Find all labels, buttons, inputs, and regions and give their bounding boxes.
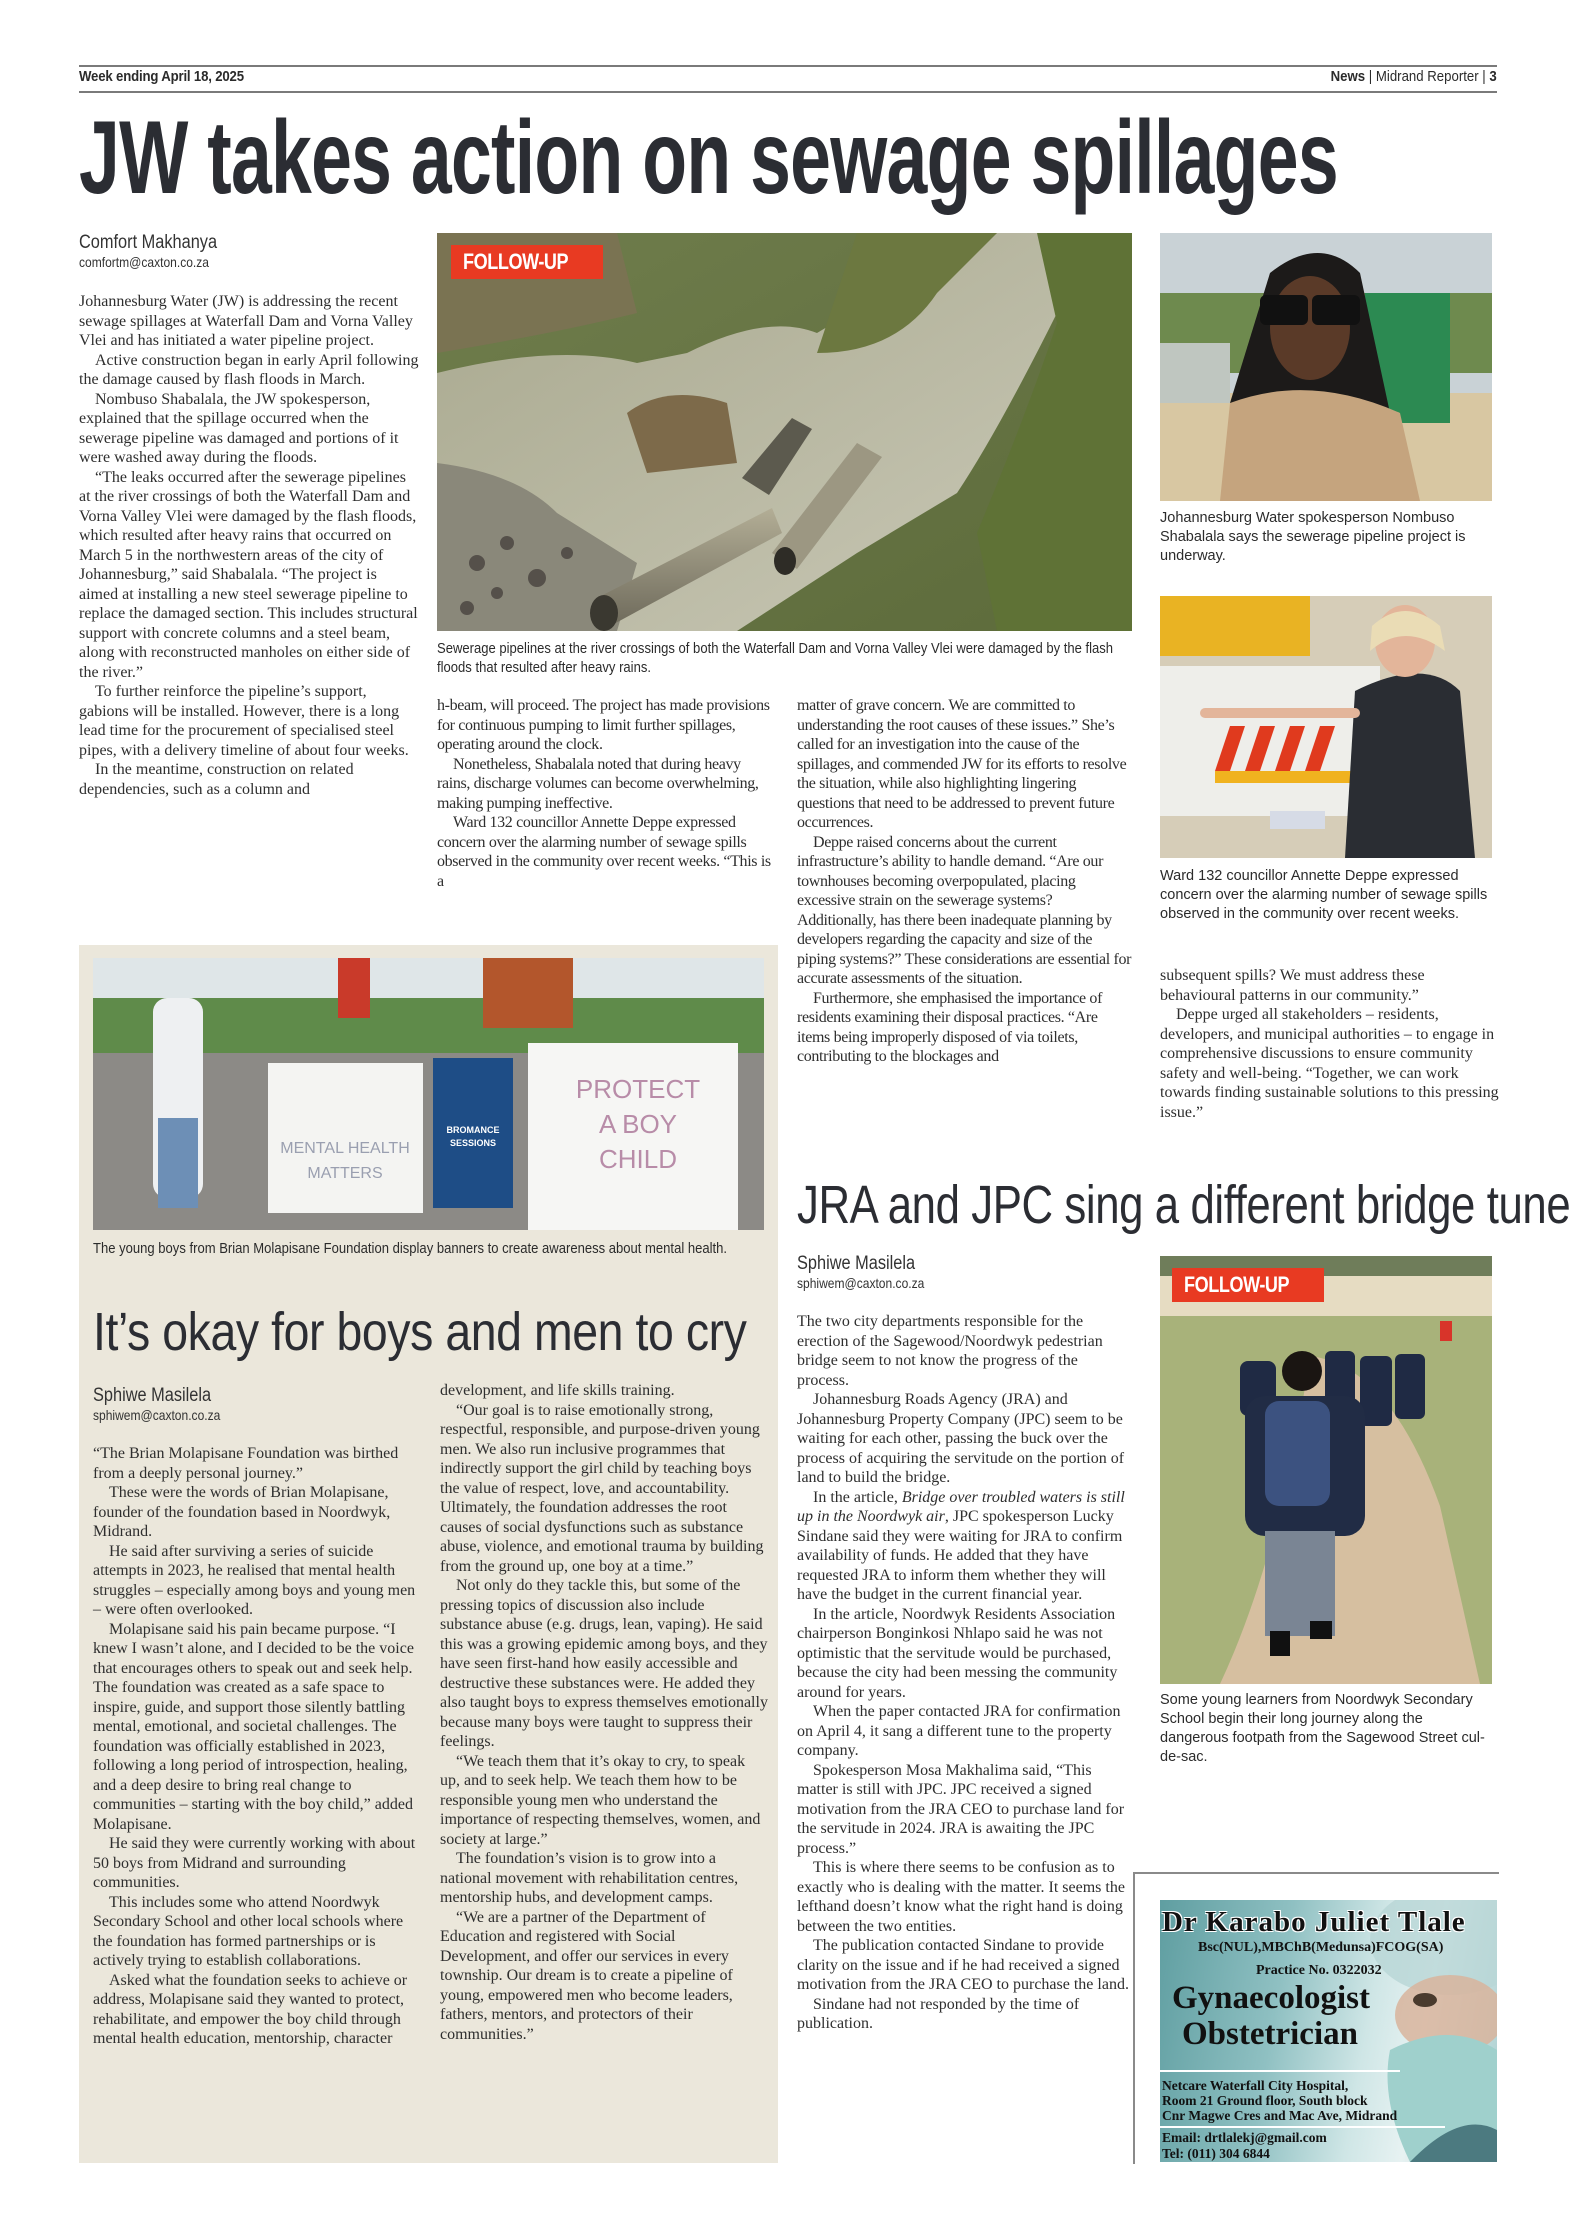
advert-divider bbox=[1160, 2070, 1400, 2072]
paragraph: “The leaks occurred after the sewerage pipelines at the river crossings of both the Waterfall Dam and Vorna Valley Vlei were damaged by the flash floods, which resulted after heavy rains that occurred on March 5 in the northwestern areas of the city of Johannesburg,” said Shabalala. “The project is aimed at installing a new steel sewerage pipeline to replace the damaged section. This includes structural support with concrete columns and a steel beam, along with reconstructed manholes on either side of the river.” bbox=[79, 468, 418, 681]
doctor-phone[interactable]: Tel: (011) 304 6844 bbox=[1162, 2146, 1270, 2161]
paragraph: matter of grave concern. We are committed to understanding the root causes of these issues.” She’s called for an investigation into the cause of the spillages, and commended JW for its efforts to resolve the situation, while also highlighting lingering questions that need to be addressed to prevent future occurrences. bbox=[797, 697, 1127, 831]
paragraph: Asked what the foundation seeks to achieve or address, Molapisane said they wanted to protect, rehabilitate, and empower the boy child through mental health education, mentorship, character bbox=[93, 1971, 408, 2047]
paragraph: Deppe raised concerns about the current infrastructure’s ability to handle demand. “Are our townhouses becoming overpopulated, placing excessive strain on the sewerage systems? Additionally, has there been inadequate planning by developers regarding the capacity and size of the piping systems?” These considerations are essential for accurate assessments of the situation. bbox=[797, 833, 1132, 987]
specialty-obstetrician: Obstetrician bbox=[1182, 2016, 1358, 2052]
advert-frame-top bbox=[1133, 1872, 1499, 1874]
referenced-article-title: Bridge over troubled waters is still up in the Noordwyk air bbox=[797, 1488, 1125, 1525]
paragraph: Johannesburg Water (JW) is addressing the recent sewage spillages at Waterfall Dam and Vorna Valley Vlei and has initiated a water pipeline project. bbox=[79, 293, 413, 349]
paragraph-with-article-reference bbox=[797, 1488, 1132, 1605]
paragraph: The foundation’s vision is to grow into a national movement with rehabilitation centres, mentorship hubs, and development camps. bbox=[440, 1850, 739, 1906]
page-number: 3 bbox=[1489, 68, 1497, 85]
practice-number: Practice No. 0322032 bbox=[1256, 1963, 1382, 1978]
boys-story-headline: It’s okay for boys and men to cry bbox=[93, 1302, 747, 1362]
page-folio bbox=[1331, 68, 1497, 85]
bridge-story-headline: JRA and JPC sing a different bridge tune bbox=[797, 1175, 1571, 1235]
paragraph: Active construction began in early April following the damage caused by flash floods in March. bbox=[79, 351, 419, 388]
paragraph: The two city departments responsible for the erection of the Sagewood/Noordwyk pedestrian bridge seem to not know the progress of the process. bbox=[797, 1313, 1103, 1389]
header-bottom-rule bbox=[79, 91, 1497, 93]
hospital-address-line-1: Netcare Waterfall City Hospital, bbox=[1162, 2078, 1349, 2093]
specialty-gynaecologist: Gynaecologist bbox=[1172, 1980, 1370, 2016]
paragraph: These were the words of Brian Molapisane, founder of the foundation based in Noordwyk, Midrand. bbox=[93, 1484, 391, 1540]
paragraph: Johannesburg Roads Agency (JRA) and Johannesburg Property Company (JPC) seem to be waiting for each other, passing the buck over the process of acquiring the servitude on the portion of land to build the bridge. bbox=[797, 1391, 1125, 1486]
svg-text:MENTAL HEALTH: MENTAL HEALTH bbox=[280, 1140, 410, 1157]
paragraph: Nonetheless, Shabalala noted that during heavy rains, discharge volumes can become overwhelming, making pumping ineffective. bbox=[437, 755, 759, 812]
spokesperson-portrait-image bbox=[1160, 233, 1492, 501]
hospital-address-line-3: Cnr Magwe Cres and Mac Ave, Midrand bbox=[1162, 2108, 1398, 2123]
paragraph: He said they were currently working with about 50 boys from Midrand and surrounding communities. bbox=[93, 1835, 416, 1891]
shabalala-photo-caption: Johannesburg Water spokesperson Nombuso Shabalala says the sewerage pipeline project is underway. bbox=[1160, 510, 1466, 564]
learners-photo-caption: Some young learners from Noordwyk Secondary School begin their long journey along the dangerous footpath from the Sagewood Street cul-de-sac. bbox=[1160, 1692, 1485, 1765]
bridge-story-column bbox=[797, 1312, 1132, 2034]
doctor-email[interactable]: Email: drtlalekj@gmail.com bbox=[1162, 2130, 1327, 2145]
paragraph: When the paper contacted JRA for confirmation on April 4, it sang a different tune to the property company. bbox=[797, 1703, 1121, 1759]
main-story-column-2 bbox=[437, 696, 772, 891]
svg-text:CHILD: CHILD bbox=[598, 1144, 678, 1174]
follow-up-badge bbox=[451, 245, 603, 279]
follow-up-badge-label: FOLLOW-UP bbox=[1184, 1272, 1290, 1297]
paragraph-text: In the article, bbox=[813, 1488, 902, 1506]
author-email[interactable]: comfortm@caxton.co.za bbox=[79, 254, 209, 270]
doctor-advert[interactable] bbox=[1160, 1900, 1497, 2162]
main-byline bbox=[79, 232, 409, 271]
svg-text:SESSIONS: SESSIONS bbox=[449, 1138, 497, 1148]
paragraph: Ward 132 councillor Annette Deppe expressed concern over the alarming number of sewage spills observed in the community over recent weeks. “This is a bbox=[437, 814, 771, 890]
boys-with-banners-image bbox=[93, 958, 764, 1230]
paragraph: This includes some who attend Noordwyk Secondary School and other local schools where the foundation has formed partnerships or is actively trying to establish collaborations. bbox=[93, 1893, 404, 1969]
learners-walking-image bbox=[1160, 1256, 1492, 1684]
paragraph: “Our goal is to raise emotionally strong, respectful, responsible, and purpose-driven young men. We also run inclusive programmes that indirectly support the girl child by teaching boys the value of respect, love, and accountability. Ultimately, the foundation addresses the root causes of social dysfunctions such as substance abuse, violence, and emotional trauma by building from the ground up, one boy at a time.” bbox=[440, 1401, 764, 1575]
paragraph: Spokesperson Mosa Makhalima said, “This matter is still with JPC. JPC received a signed motivation from the JRA CEO to purchase land for the servitude in 2024. JRA is awaiting the JPC process.” bbox=[797, 1761, 1125, 1857]
bridge-byline bbox=[797, 1253, 1117, 1292]
paragraph: In the article, Noordwyk Residents Association chairperson Bonginkosi Nhlapo said he was not optimistic that the servitude would be purchased, because the city had been messing the community around for years. bbox=[797, 1605, 1118, 1701]
paragraph: “We are a partner of the Department of Education and registered with Social Development, and offer our services in every township. Our dream is to create a pipeline of young, empowered men who become leaders, fathers, mentors, and protectors of their communities.” bbox=[440, 1908, 733, 2043]
paragraph: h-beam, will proceed. The project has made provisions for continuous pumping to limit further spillages, operating around the clock. bbox=[437, 697, 770, 753]
paragraph: “The Brian Molapisane Foundation was birthed from a deeply personal journey.” bbox=[93, 1445, 399, 1482]
header-top-rule bbox=[79, 65, 1497, 67]
svg-text:PROTECT: PROTECT bbox=[575, 1074, 701, 1104]
main-story-column-1 bbox=[79, 292, 419, 799]
foundation-banners-photo bbox=[93, 958, 764, 1230]
river-photo-caption: Sewerage pipelines at the river crossings of both the Waterfall Dam and Vorna Valley Vlei were damaged by the flash floods that resulted after heavy rains. bbox=[437, 641, 1114, 676]
deppe-portrait-photo bbox=[1160, 596, 1492, 858]
hospital-address-line-2: Room 21 Ground floor, South block bbox=[1162, 2093, 1368, 2108]
publication-name: Midrand Reporter bbox=[1376, 68, 1479, 85]
paragraph: The publication contacted Sindane to provide clarity on the issue and if he had received a signed motivation from the JRA CEO to purchase the land. bbox=[797, 1937, 1129, 1993]
follow-up-badge bbox=[1172, 1268, 1324, 1302]
author-name: Sphiwe Masilela bbox=[797, 1253, 916, 1274]
paragraph: Nombuso Shabalala, the JW spokesperson, explained that the spillage occurred when the sewerage pipeline was damaged and portions of it were washed away during the floods. bbox=[79, 390, 399, 466]
paragraph: To further reinforce the pipeline’s support, gabions will be installed. However, there is a long lead time for the procurement of specialised steel pipes, with a delivery timeline of about four weeks. bbox=[79, 683, 409, 759]
boys-byline bbox=[93, 1385, 413, 1424]
paragraph: He said after surviving a series of suicide attempts in 2023, he realised that mental health struggles – especially among boys and young men – were often overlooked. bbox=[93, 1542, 416, 1618]
author-email[interactable]: sphiwem@caxton.co.za bbox=[93, 1407, 221, 1423]
follow-up-badge-label: FOLLOW-UP bbox=[463, 249, 569, 274]
svg-text:BROMANCE: BROMANCE bbox=[446, 1125, 500, 1135]
main-story-column-4 bbox=[1160, 966, 1500, 1122]
paragraph: This is where there seems to be confusion as to exactly who is dealing with the matter. It seems the lefthand doesn’t know what the right hand is doing between the two entities. bbox=[797, 1859, 1125, 1935]
doctor-qualifications: Bsc(NUL),MBChB(Medunsa)FCOG(SA) bbox=[1198, 1940, 1444, 1955]
paragraph: In the meantime, construction on related dependencies, such as a column and bbox=[79, 761, 354, 798]
doctor-name: Dr Karabo Juliet Tlale bbox=[1162, 1906, 1466, 1938]
paragraph: Sindane had not responded by the time of publication. bbox=[797, 1995, 1080, 2032]
river-pipelines-photo bbox=[437, 233, 1132, 631]
river-scene-image bbox=[437, 233, 1132, 631]
author-name: Sphiwe Masilela bbox=[93, 1385, 212, 1406]
author-email[interactable]: sphiwem@caxton.co.za bbox=[797, 1275, 925, 1291]
paragraph: Furthermore, she emphasised the importance of residents examining their disposal practices. “Are items being improperly disposed of via toilets, contributing to the blockages and bbox=[797, 989, 1103, 1065]
paragraph: Not only do they tackle this, but some of the pressing topics of discussion also include substance abuse (e.g. drugs, lean, vaping). He said this was a growing epidemic among boys, and they have seen first-hand how easily accessible and destructive these substances were. He added they also taught boys to express themselves emotionally because many boys were taught to suppress their feelings. bbox=[440, 1577, 768, 1750]
foundation-photo-caption: The young boys from Brian Molapisane Foundation display banners to create awareness about mental health. bbox=[93, 1241, 728, 1257]
paragraph: Deppe urged all stakeholders – residents, developers, and municipal authorities – to engage in comprehensive discussions to ensure community safety and well-being. “Together, we can work towards finding sustainable solutions to this pressing issue.” bbox=[1160, 1006, 1499, 1121]
svg-text:MATTERS: MATTERS bbox=[307, 1165, 383, 1182]
folio-separator: | bbox=[1482, 68, 1486, 85]
paragraph-text: , JPC spokesperson Lucky Sindane said they were waiting for JRA to confirm availability of funds. He added that they have requested JRA to inform them whether they will have the budget in the current financial year. bbox=[797, 1508, 1123, 1603]
paragraph: development, and life skills training. bbox=[440, 1382, 675, 1399]
boys-story-column-2 bbox=[440, 1381, 768, 2044]
svg-text:A BOY: A BOY bbox=[598, 1109, 678, 1139]
paragraph: subsequent spills? We must address these behavioural patterns in our community.” bbox=[1160, 967, 1425, 1004]
main-story-column-3 bbox=[797, 696, 1132, 1067]
boys-story-column-1 bbox=[93, 1444, 423, 2049]
councillor-portrait-image bbox=[1160, 596, 1492, 858]
paragraph: Molapisane said his pain became purpose. “I knew I wasn’t alone, and I decided to be the voice that encourages others to speak out and seek help. The foundation was created as a safe space to inspire, guide, and support those silently battling mental, emotional, and societal challenges. The foundation was officially established in 2023, following a long period of introspection, healing, and a deep desire to bring real change to communities – starting with the boy child,” added Molapisane. bbox=[93, 1620, 414, 1833]
section-label: News bbox=[1330, 68, 1366, 85]
author-name: Comfort Makhanya bbox=[79, 232, 218, 253]
advert-divider bbox=[1160, 2126, 1445, 2128]
main-headline: JW takes action on sewage spillages bbox=[79, 100, 1338, 216]
issue-date: Week ending April 18, 2025 bbox=[79, 68, 244, 85]
folio-separator: | bbox=[1369, 68, 1373, 85]
shabalala-portrait-photo bbox=[1160, 233, 1492, 501]
deppe-photo-caption: Ward 132 councillor Annette Deppe expressed concern over the alarming number of sewage spills observed in the community over recent weeks. bbox=[1160, 868, 1488, 922]
paragraph: “We teach them that it’s okay to cry, to speak up, and to seek help. We teach them how to be responsible young men who understand the importance of respecting themselves, women, and society at large.” bbox=[440, 1752, 761, 1848]
advert-frame-left bbox=[1133, 1872, 1135, 2164]
learners-footpath-photo bbox=[1160, 1256, 1492, 1684]
